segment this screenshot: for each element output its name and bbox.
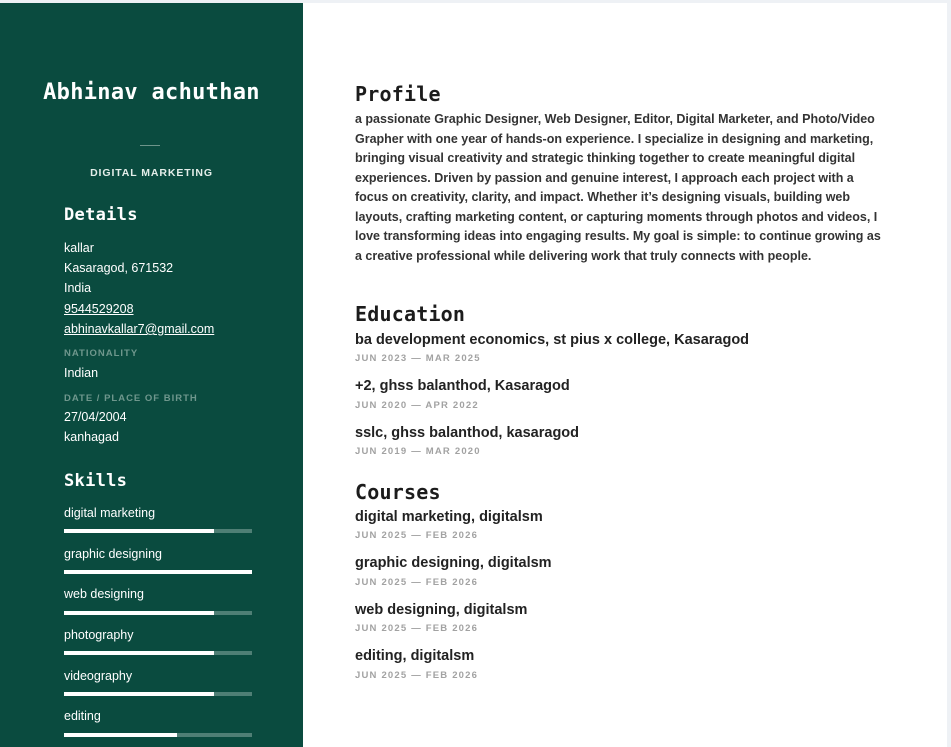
birth-label: DATE / PLACE OF BIRTH — [64, 393, 198, 404]
entry-dates: JUN 2019 — MAR 2020 — [355, 446, 481, 457]
resume-page — [0, 3, 947, 747]
nationality-value: Indian — [64, 366, 99, 380]
entry-title: web designing, digitalsm — [355, 602, 528, 618]
entry-dates: JUN 2025 — FEB 2026 — [355, 577, 479, 588]
skill-name: editing — [64, 709, 101, 723]
birth-place: kanhagad — [64, 430, 119, 444]
skill-name: graphic designing — [64, 547, 162, 561]
skill-name: photography — [64, 628, 134, 642]
skill-level-fill — [64, 733, 177, 737]
education-heading: Education — [355, 302, 466, 326]
skill-level-bar — [64, 529, 252, 533]
person-name: Abhinav achuthan — [43, 80, 260, 105]
entry-dates: JUN 2023 — MAR 2025 — [355, 353, 481, 364]
name-divider — [140, 145, 160, 146]
entry-dates: JUN 2025 — FEB 2026 — [355, 623, 479, 634]
entry-title: sslc, ghss balanthod, kasaragod — [355, 425, 580, 441]
skill-level-fill — [64, 570, 252, 574]
skill-level-bar — [64, 733, 252, 737]
skill-name: videography — [64, 669, 133, 683]
entry-dates: JUN 2025 — FEB 2026 — [355, 530, 479, 541]
address-line-2: Kasaragod, 671532 — [64, 261, 174, 275]
entry-title: editing, digitalsm — [355, 648, 475, 664]
skill-level-bar — [64, 570, 252, 574]
skill-name: web designing — [64, 587, 144, 601]
entry-title: +2, ghss balanthod, Kasaragod — [355, 378, 570, 394]
courses-heading: Courses — [355, 480, 441, 504]
skill-level-bar — [64, 651, 252, 655]
address-country: India — [64, 281, 92, 295]
skill-level-bar — [64, 692, 252, 696]
profile-heading: Profile — [355, 82, 441, 106]
profile-summary: a passionate Graphic Designer, Web Designer, Editor, Digital Marketer, and Photo/Video Grapher with one year of hands-on experience. I specialize in designing and marketing, bringing visual creativity and strategic thinking together to create meaningful digital experiences. Driven by passion and genuine interest, I approach each project with a focus on creativity, clarity, and impact. Whether it’s designing visuals, building web layouts, crafting marketing content, or capturing moments through photos and videos, I love transforming ideas into engaging results. My goal is simple: to continue growing as a creative professional while delivering work that truly connects with people. — [355, 112, 881, 263]
birth-date: 27/04/2004 — [64, 410, 127, 424]
skill-level-fill — [64, 529, 214, 533]
skill-name: digital marketing — [64, 506, 156, 520]
skill-level-bar — [64, 611, 252, 615]
skill-level-fill — [64, 611, 214, 615]
skills-heading: Skills — [64, 471, 128, 491]
entry-title: graphic designing, digitalsm — [355, 555, 552, 571]
entry-dates: JUN 2025 — FEB 2026 — [355, 670, 479, 681]
entry-title: ba development economics, st pius x college, Kasaragod — [355, 332, 750, 348]
entry-title: digital marketing, digitalsm — [355, 509, 543, 525]
sidebar — [0, 3, 303, 747]
nationality-label: NATIONALITY — [64, 348, 139, 359]
email-link[interactable]: abhinavkallar7@gmail.com — [64, 322, 215, 336]
phone-link[interactable]: 9544529208 — [64, 302, 134, 316]
job-title: DIGITAL MARKETING — [90, 167, 213, 179]
skill-level-fill — [64, 692, 214, 696]
address-line-1: kallar — [64, 241, 94, 255]
entry-dates: JUN 2020 — APR 2022 — [355, 400, 479, 411]
details-heading: Details — [64, 205, 138, 225]
skill-level-fill — [64, 651, 214, 655]
